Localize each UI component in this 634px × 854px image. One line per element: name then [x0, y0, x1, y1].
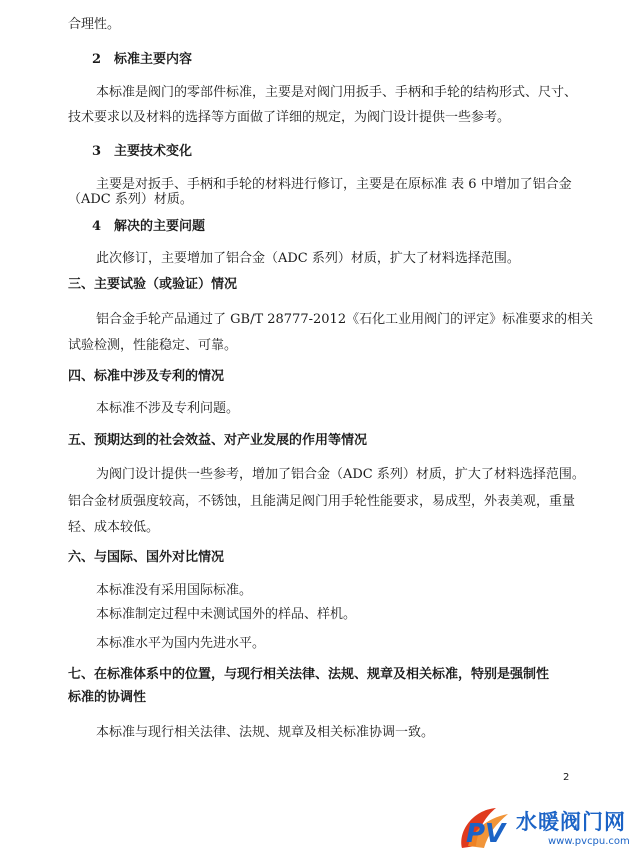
- watermark-url: www.pvcpu.com: [548, 836, 630, 847]
- section-heading: 七、在标准体系中的位置，与现行相关法律、法规、规章及相关标准，特别是强制性: [68, 667, 550, 682]
- section-heading: 三、主要试验（或验证）情况: [68, 277, 238, 292]
- text-line: 本标准不涉及专利问题。: [96, 401, 240, 416]
- page-number: 2: [563, 772, 570, 783]
- text-line: 技术要求以及材料的选择等方面做了详细的规定，为阀门设计提供一些参考。: [68, 110, 511, 125]
- text-line: 为阀门设计提供一些参考，增加了铝合金（ADC 系列）材质，扩大了材料选择范围。: [96, 467, 585, 482]
- text-line: 本标准是阀门的零部件标准，主要是对阀门用扳手、手柄和手轮的结构形式、尺寸、: [96, 85, 578, 100]
- section-heading: 四、标准中涉及专利的情况: [68, 369, 225, 384]
- text-line: 轻、成本较低。: [68, 520, 160, 535]
- text-line: 试验检测，性能稳定、可靠。: [68, 338, 238, 353]
- section-heading: 六、与国际、国外对比情况: [68, 550, 225, 565]
- section-heading: 4 解决的主要问题: [92, 219, 206, 234]
- text-line: 铝合金手轮产品通过了 GB/T 28777-2012《石化工业用阀门的评定》标准要求的相关: [96, 312, 594, 327]
- text-line: （ADC 系列）材质。: [68, 192, 193, 207]
- watermark-site-name: 水暖阀门网: [516, 810, 626, 834]
- text-line: 本标准水平为国内先进水平。: [96, 636, 266, 651]
- text-line: 合理性。: [68, 17, 121, 32]
- section-heading: 3 主要技术变化: [92, 144, 193, 159]
- text-line: 本标准与现行相关法律、法规、规章及相关标准协调一致。: [96, 725, 435, 740]
- section-heading: 标准的协调性: [68, 690, 147, 705]
- text-line: 此次修订，主要增加了铝合金（ADC 系列）材质，扩大了材料选择范围。: [96, 251, 520, 266]
- section-heading: 五、预期达到的社会效益、对产业发展的作用等情况: [68, 433, 368, 448]
- section-heading: 2 标准主要内容: [92, 52, 193, 67]
- text-line: 铝合金材质强度较高，不锈蚀，且能满足阀门用手轮性能要求，易成型，外表美观，重量: [68, 494, 576, 509]
- text-line: 本标准没有采用国际标准。: [96, 583, 253, 598]
- pv-logo-icon: [456, 802, 516, 854]
- svg-text:PV: PV: [466, 819, 506, 849]
- watermark: [456, 802, 634, 854]
- text-line: 本标准制定过程中未测试国外的样品、样机。: [96, 607, 357, 622]
- text-line: 主要是对扳手、手柄和手轮的材料进行修订，主要是在原标准 表 6 中增加了铝合金: [96, 177, 572, 192]
